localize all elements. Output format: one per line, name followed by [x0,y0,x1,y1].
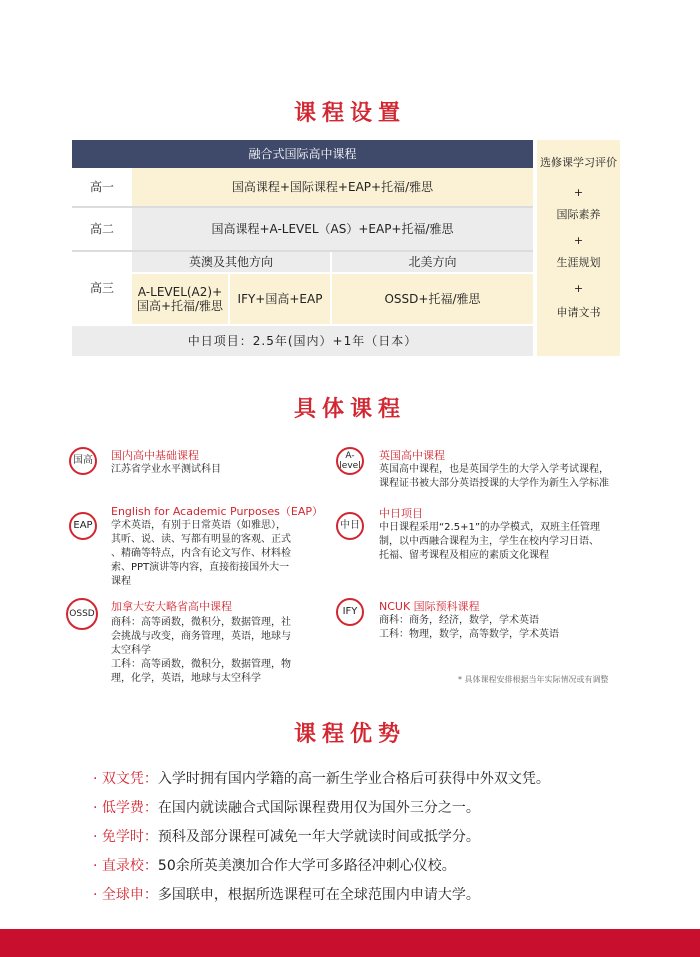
footer-band [0,929,700,957]
desc-line: 商科：商务，经济，数学，学术英语 [379,615,539,626]
ossd-desc [111,616,291,686]
alevel-line2: 国高+托福/雅思 [136,299,224,313]
desc-line: 太空科学 [111,645,151,656]
desc-line: 工科：物理，数学，高等数学，学术英语 [379,629,559,640]
advantage-key: · 免学时： [93,829,158,845]
advantage-key: · 直录校： [93,858,158,874]
desc-line: 制，以中西融合课程为主，学生在校内学习日语、 [379,536,599,547]
desc-line: 江苏省学业水平测试科目 [111,464,221,475]
desc-line: 中日课程采用“2.5+1”的办学模式，双班主任管理 [379,522,601,533]
courses-section-title: 具体课程 [293,397,406,422]
ossd-icon: OSSD [66,598,98,630]
grade3-direction-uk: 英澳及其他方向 [132,252,332,272]
side-item-application: 申请文书 [556,306,601,319]
zhongri-title: 中日项目 [379,507,423,520]
advantage-item [93,797,480,817]
desc-line: 学术英语，有别于日常英语（如雅思）， [111,520,286,531]
course-note: * 具体课程安排根据当年实际情况或有调整 [458,675,609,684]
advantage-text: 50余所英美澳加合作大学可多路径冲刺心仪校。 [157,858,456,874]
side-plus: + [573,282,584,295]
grade2-label: 高二 [72,208,132,250]
eap-desc [111,519,291,589]
advantage-item [93,826,480,846]
desc-line: 托福、留考课程及相应的素质文化课程 [379,550,549,561]
grade3-option-ify: IFY+国高+EAP [230,272,332,324]
curriculum-table [72,140,533,356]
desc-line: 、精确等特点，内含有论文写作、材料检 [111,548,291,559]
alevel-title: 英国高中课程 [379,449,445,462]
zhongri-icon: 中日 [336,512,364,540]
elective-side-panel [537,140,620,356]
side-plus: + [573,234,584,247]
side-item-international: 国际素养 [556,208,601,221]
desc-line: 理，化学，英语，地球与太空科学 [111,673,261,684]
advantages-section-title: 课程优势 [293,722,406,747]
side-item-career: 生涯规划 [556,256,601,269]
advantage-key: · 低学费： [93,800,158,816]
zhongri-desc [379,521,600,563]
table-header: 融合式国际高中课程 [72,140,533,168]
side-item-evaluation: 选修课学习评价 [540,156,617,169]
alevel-icon [336,447,364,475]
alevel-icon-line2: level [339,461,361,471]
desc-line: 商科：高等函数，微积分，数据管理，社 [111,617,291,628]
grade1-content: 国高课程+国际课程+EAP+托福/雅思 [132,168,533,206]
advantage-item [93,855,456,875]
japan-program-row: 中日项目：2.5年(国内）+1年（日本） [72,326,533,356]
advantage-key: · 全球申： [93,887,158,903]
grade1-label: 高一 [72,168,132,206]
grade3-option-ossd: OSSD+托福/雅思 [332,272,533,324]
alevel-line1: A-LEVEL(A2)+ [137,285,223,299]
grade3-option-alevel [132,272,230,324]
eap-title: English for Academic Purposes（EAP） [111,505,324,518]
guogao-desc [111,463,221,477]
ify-icon: IFY [336,598,364,626]
guogao-title: 国内高中基础课程 [111,449,199,462]
desc-line: 会挑战与改变，商务管理，英语，地球与 [111,631,291,642]
eap-icon: EAP [69,512,97,540]
advantage-text: 在国内就读融合式国际课程费用仅为国外三分之一。 [157,800,480,816]
ify-desc [379,614,559,642]
desc-line: 索、PPT演讲等内容，直接衔接国外大一 [111,562,290,573]
advantage-text: 预科及部分课程可减免一年大学就读时间或抵学分。 [157,829,480,845]
advantage-text: 多国联申，根据所选课程可在全球范围内申请大学。 [157,887,480,903]
side-plus: + [573,186,584,199]
alevel-desc [379,463,609,491]
guogao-icon: 国高 [69,447,97,475]
desc-line: 课程 [111,576,131,587]
grade3-label: 高三 [72,252,132,324]
advantage-key: · 双文凭： [93,771,158,787]
ify-title: NCUK 国际预科课程 [379,600,480,613]
grade3-direction-na: 北美方向 [332,252,533,272]
desc-line: 课程证书被大部分英语授课的大学作为新生入学标准 [379,478,609,489]
curriculum-section-title: 课程设置 [293,101,406,126]
ossd-title: 加拿大安大略省高中课程 [111,600,232,613]
desc-line: 工科：高等函数，微积分，数据管理，物 [111,659,291,670]
desc-line: 其听、说、读、写都有明显的客观、正式 [111,534,291,545]
alevel-icon-line1: A- [345,451,355,461]
advantage-text: 入学时拥有国内学籍的高一新生学业合格后可获得中外双文凭。 [157,771,550,787]
advantage-item [93,884,480,904]
grade2-content: 国高课程+A-LEVEL（AS）+EAP+托福/雅思 [132,208,533,250]
advantage-item [93,768,550,788]
desc-line: 英国高中课程，也是英国学生的大学入学考试课程， [379,464,609,475]
